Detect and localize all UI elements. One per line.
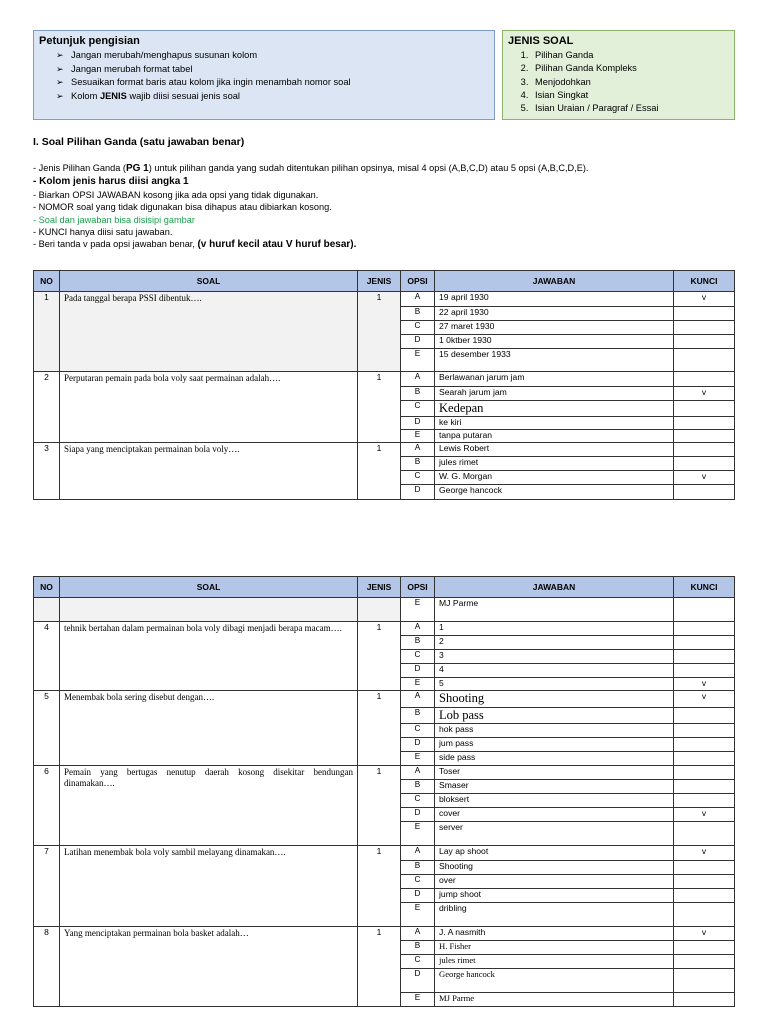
answer-text: MJ Parme <box>435 993 674 1007</box>
answer-key <box>674 485 735 500</box>
answer-text: 5 <box>435 678 674 691</box>
question-text: Pemain yang bertugas nenutup daerah kosong disekitar bendungan dinamakan…. <box>60 766 358 846</box>
option-letter: A <box>401 846 435 861</box>
answer-key: v <box>674 292 735 307</box>
answer-text: 1 0ktber 1930 <box>435 335 674 349</box>
answer-text: George hancock <box>435 969 674 993</box>
option-letter: C <box>401 650 435 664</box>
answer-key <box>674 636 735 650</box>
header-soal: SOAL <box>60 577 358 598</box>
option-row <box>34 766 735 780</box>
question-type <box>358 598 401 622</box>
answer-key <box>674 372 735 387</box>
answer-key <box>674 650 735 664</box>
option-letter: B <box>401 307 435 321</box>
option-letter: A <box>401 766 435 780</box>
answer-key <box>674 766 735 780</box>
answer-key <box>674 443 735 457</box>
option-letter: D <box>401 335 435 349</box>
question-type: 1 <box>358 622 401 691</box>
question-type: 1 <box>358 443 401 500</box>
answer-text: Smaser <box>435 780 674 794</box>
header-jenis: JENIS <box>358 577 401 598</box>
option-letter: C <box>401 724 435 738</box>
note-line <box>33 175 588 188</box>
note-bold: PG 1 <box>125 163 149 174</box>
answer-text: H. Fisher <box>435 941 674 955</box>
header-jawaban: JAWABAN <box>435 577 674 598</box>
answer-text: Shooting <box>435 861 674 875</box>
instruction-item: ➢ Sesuaikan format baris atau kolom jika ingin menambah nomor soal <box>56 76 494 90</box>
option-letter: B <box>401 636 435 650</box>
section-title: I. Soal Pilihan Ganda (satu jawaban benar) <box>33 136 245 148</box>
jenis-soal-box <box>502 30 735 120</box>
header-jawaban: JAWABAN <box>435 271 674 292</box>
answer-text: Lob pass <box>435 708 674 724</box>
answer-text: Kedepan <box>435 401 674 417</box>
answer-text: over <box>435 875 674 889</box>
header-no: NO <box>34 271 60 292</box>
answer-key <box>674 903 735 927</box>
question-number: 2 <box>34 372 60 443</box>
note-text: - Jenis Pilihan Ganda ( <box>33 163 126 173</box>
question-type: 1 <box>358 766 401 846</box>
option-letter: B <box>401 708 435 724</box>
jenis-soal-list <box>503 49 734 115</box>
answer-key <box>674 752 735 766</box>
answer-text: cover <box>435 808 674 822</box>
note-line: - Soal dan jawaban bisa disisipi gambar <box>33 214 195 225</box>
note-bold: - Kolom jenis harus diisi angka 1 <box>33 176 189 188</box>
answer-key <box>674 941 735 955</box>
answer-key <box>674 861 735 875</box>
answer-key <box>674 622 735 636</box>
option-letter: E <box>401 752 435 766</box>
answer-text: server <box>435 822 674 846</box>
instruction-item: ➢ Jangan merubah format tabel <box>56 63 494 77</box>
answer-key <box>674 349 735 372</box>
option-letter: E <box>401 349 435 372</box>
note-line <box>33 162 588 175</box>
question-number: 6 <box>34 766 60 846</box>
answer-key <box>674 738 735 752</box>
option-letter: D <box>401 417 435 430</box>
answer-key <box>674 724 735 738</box>
note-line <box>33 238 588 251</box>
instruction-bold: JENIS <box>99 90 127 101</box>
answer-text: side pass <box>435 752 674 766</box>
option-letter: B <box>401 780 435 794</box>
option-row <box>34 927 735 941</box>
answer-text: Berlawanan jarum jam <box>435 372 674 387</box>
answer-key: v <box>674 678 735 691</box>
answer-text: Toser <box>435 766 674 780</box>
answer-key <box>674 822 735 846</box>
answer-text: MJ Parme <box>435 598 674 622</box>
answer-text: Lay ap shoot <box>435 846 674 861</box>
answer-key: v <box>674 691 735 708</box>
question-number <box>34 598 60 622</box>
answer-key: v <box>674 387 735 401</box>
option-letter: C <box>401 471 435 485</box>
answer-text: Searah jarum jam <box>435 387 674 401</box>
question-type: 1 <box>358 292 401 372</box>
answer-key <box>674 993 735 1007</box>
question-number: 8 <box>34 927 60 1007</box>
question-text: tehnik bertahan dalam permainan bola voly dibagi menjadi berapa macam…. <box>60 622 358 691</box>
answer-key <box>674 321 735 335</box>
option-letter: C <box>401 321 435 335</box>
answer-key <box>674 401 735 417</box>
note-line: - Biarkan OPSI JAWABAN kosong jika ada opsi yang tidak digunakan. <box>33 189 319 200</box>
answer-text: 1 <box>435 622 674 636</box>
answer-text: J. A nasmith <box>435 927 674 941</box>
answer-text: 27 maret 1930 <box>435 321 674 335</box>
option-row <box>34 622 735 636</box>
option-letter: D <box>401 485 435 500</box>
table-header-row <box>34 271 735 292</box>
option-letter: B <box>401 941 435 955</box>
option-letter: C <box>401 401 435 417</box>
jenis-item: 5. Isian Uraian / Paragraf / Essai <box>531 102 734 115</box>
question-text: Perputaran pemain pada bola voly saat permainan adalah…. <box>60 372 358 443</box>
header-kunci: KUNCI <box>674 577 735 598</box>
answer-key: v <box>674 808 735 822</box>
answer-text: tanpa putaran <box>435 430 674 443</box>
answer-text: 22 april 1930 <box>435 307 674 321</box>
header-soal: SOAL <box>60 271 358 292</box>
question-text: Yang menciptakan permainan bola basket adalah… <box>60 927 358 1007</box>
note-line: - KUNCI hanya diisi satu jawaban. <box>33 227 173 238</box>
instructions-title: Petunjuk pengisian <box>39 35 140 47</box>
option-letter: A <box>401 691 435 708</box>
instruction-text: Kolom <box>71 90 100 101</box>
option-row <box>34 292 735 307</box>
header-opsi: OPSI <box>401 577 435 598</box>
option-letter: A <box>401 622 435 636</box>
jenis-item: 3. Menjodohkan <box>531 76 734 89</box>
jenis-item: 1. Pilihan Ganda <box>531 49 734 62</box>
option-letter: A <box>401 443 435 457</box>
answer-text: dribling <box>435 903 674 927</box>
answer-text: 15 desember 1933 <box>435 349 674 372</box>
question-text: Latihan menembak bola voly sambil melayang dinamakan…. <box>60 846 358 927</box>
question-number: 3 <box>34 443 60 500</box>
option-letter: D <box>401 969 435 993</box>
option-letter: D <box>401 808 435 822</box>
option-letter: C <box>401 794 435 808</box>
answer-key <box>674 307 735 321</box>
option-letter: A <box>401 292 435 307</box>
notes <box>33 162 588 252</box>
answer-text: ke kiri <box>435 417 674 430</box>
instructions-list <box>34 49 494 103</box>
option-letter: B <box>401 861 435 875</box>
option-letter: B <box>401 457 435 471</box>
header-jenis: JENIS <box>358 271 401 292</box>
option-letter: E <box>401 993 435 1007</box>
jenis-soal-title: JENIS SOAL <box>508 35 574 47</box>
option-letter: A <box>401 927 435 941</box>
answer-key <box>674 955 735 969</box>
option-row <box>34 443 735 457</box>
answer-key <box>674 794 735 808</box>
answer-text: jules rimet <box>435 955 674 969</box>
header-kunci: KUNCI <box>674 271 735 292</box>
question-text <box>60 598 358 622</box>
option-letter: A <box>401 372 435 387</box>
question-text: Siapa yang menciptakan permainan bola voly…. <box>60 443 358 500</box>
instructions-box <box>33 30 495 120</box>
answer-key <box>674 875 735 889</box>
answer-key <box>674 457 735 471</box>
option-letter: E <box>401 903 435 927</box>
answer-text: jump shoot <box>435 889 674 903</box>
answer-text: 19 april 1930 <box>435 292 674 307</box>
note-text: ) untuk pilihan ganda yang sudah ditentukan pilihan opsinya, misal 4 opsi (A,B,C,D) atau 5 opsi (A,B,C,D,E). <box>148 163 589 173</box>
header-opsi: OPSI <box>401 271 435 292</box>
option-letter: D <box>401 738 435 752</box>
answer-text: 3 <box>435 650 674 664</box>
answer-key: v <box>674 471 735 485</box>
question-type: 1 <box>358 372 401 443</box>
question-number: 7 <box>34 846 60 927</box>
answer-key <box>674 664 735 678</box>
option-row <box>34 846 735 861</box>
option-row <box>34 372 735 387</box>
table-header-row <box>34 577 735 598</box>
question-number: 1 <box>34 292 60 372</box>
answer-text: George hancock <box>435 485 674 500</box>
question-number: 5 <box>34 691 60 766</box>
answer-key <box>674 417 735 430</box>
jenis-item: 4. Isian Singkat <box>531 89 734 102</box>
answer-text: jum pass <box>435 738 674 752</box>
question-table-1 <box>33 270 735 500</box>
option-letter: B <box>401 387 435 401</box>
question-type: 1 <box>358 927 401 1007</box>
answer-key <box>674 889 735 903</box>
answer-text: W. G. Morgan <box>435 471 674 485</box>
answer-text: hok pass <box>435 724 674 738</box>
jenis-item: 2. Pilihan Ganda Kompleks <box>531 62 734 75</box>
instruction-item: ➢ Jangan merubah/menghapus susunan kolom <box>56 49 494 63</box>
header-no: NO <box>34 577 60 598</box>
option-letter: D <box>401 664 435 678</box>
option-letter: E <box>401 430 435 443</box>
note-bold: (v huruf kecil atau V huruf besar). <box>197 239 357 251</box>
instruction-item <box>56 90 494 104</box>
answer-key <box>674 430 735 443</box>
answer-text: jules rimet <box>435 457 674 471</box>
option-letter: C <box>401 955 435 969</box>
answer-key <box>674 598 735 622</box>
answer-key: v <box>674 846 735 861</box>
question-text: Pada tanggal berapa PSSI dibentuk…. <box>60 292 358 372</box>
answer-key <box>674 969 735 993</box>
answer-text: 4 <box>435 664 674 678</box>
instruction-text: wajib diisi sesuai jenis soal <box>126 90 240 101</box>
answer-text: Lewis Robert <box>435 443 674 457</box>
question-table-2 <box>33 576 735 1007</box>
answer-key <box>674 708 735 724</box>
answer-text: 2 <box>435 636 674 650</box>
option-row <box>34 691 735 708</box>
note-text: - Beri tanda v pada opsi jawaban benar, <box>33 239 198 250</box>
question-type: 1 <box>358 691 401 766</box>
option-row <box>34 598 735 622</box>
answer-text: Shooting <box>435 691 674 708</box>
answer-text: bloksert <box>435 794 674 808</box>
option-letter: C <box>401 875 435 889</box>
answer-key <box>674 335 735 349</box>
option-letter: D <box>401 889 435 903</box>
question-type: 1 <box>358 846 401 927</box>
option-letter: E <box>401 822 435 846</box>
answer-key <box>674 780 735 794</box>
note-line: - NOMOR soal yang tidak digunakan bisa dihapus atau dibiarkan kosong. <box>33 202 332 213</box>
question-number: 4 <box>34 622 60 691</box>
answer-key: v <box>674 927 735 941</box>
option-letter: E <box>401 678 435 691</box>
question-text: Menembak bola sering disebut dengan…. <box>60 691 358 766</box>
option-letter: E <box>401 598 435 622</box>
